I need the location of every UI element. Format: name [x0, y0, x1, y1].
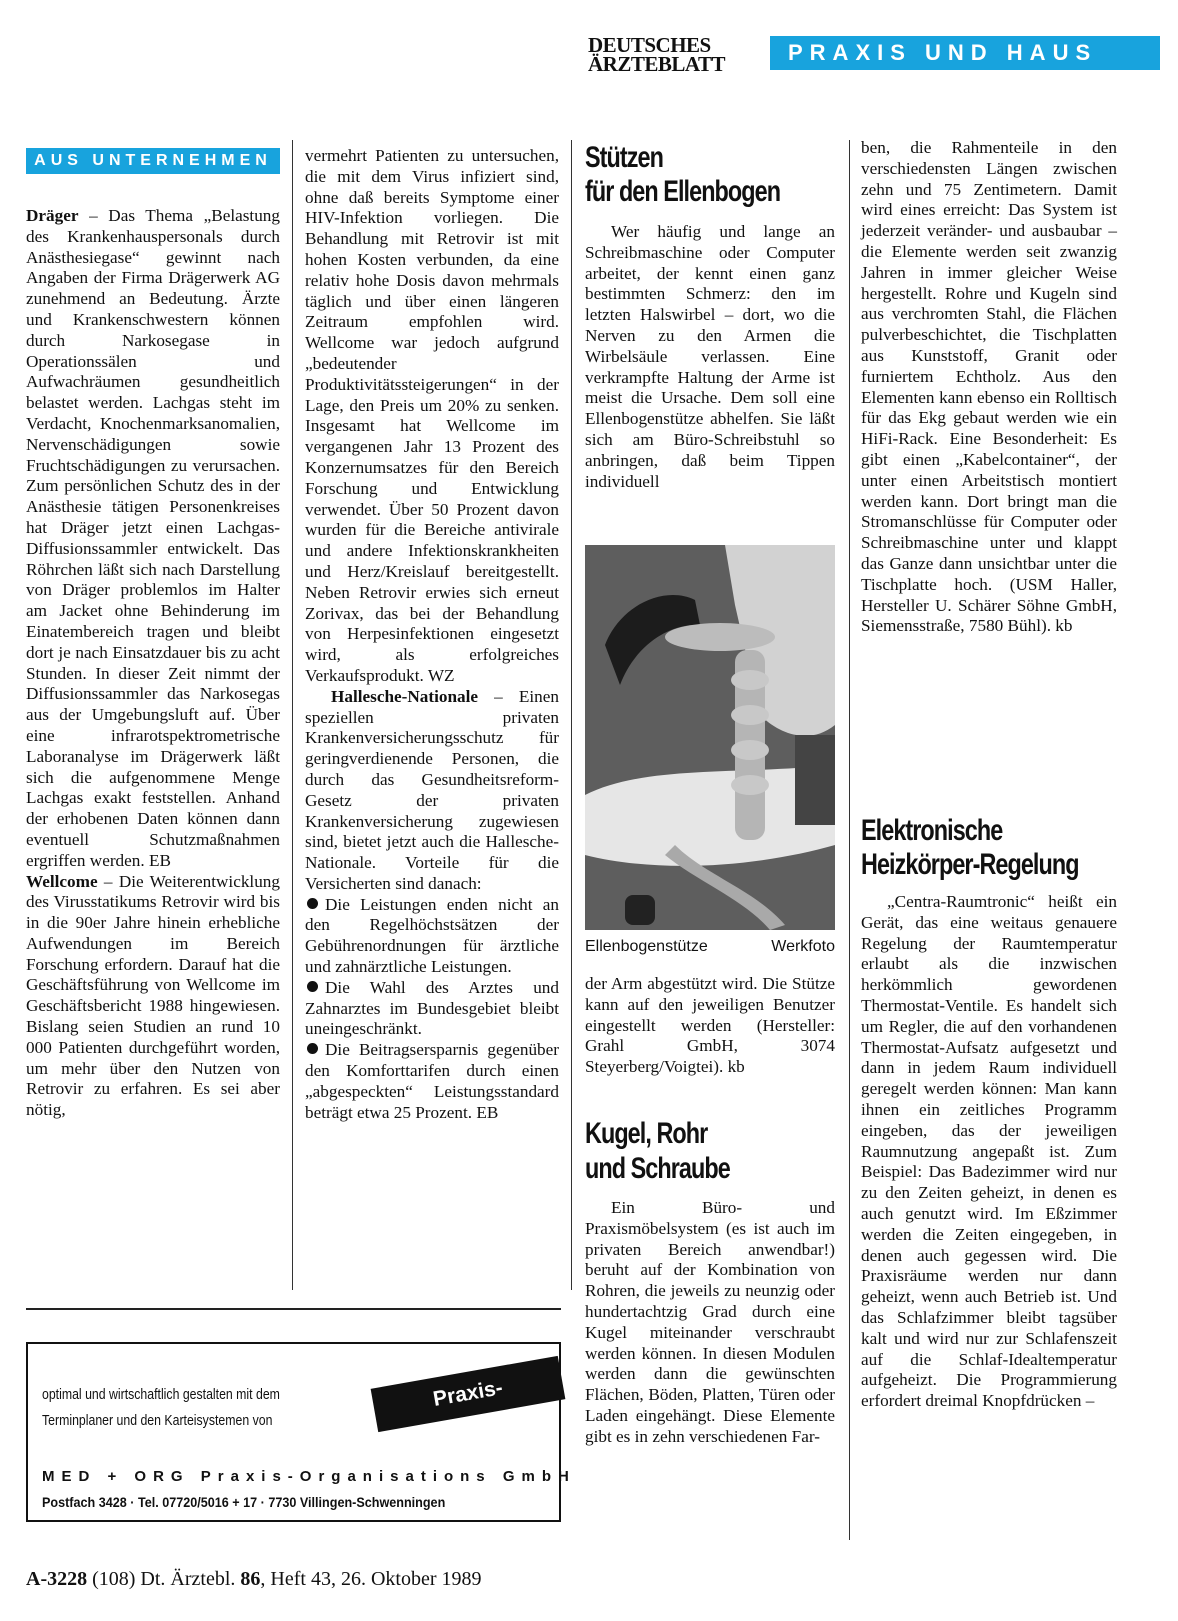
- article-text: vermehrt Patienten zu untersuchen, die mit dem Virus infiziert sind, ohne daß bereits Symptome einer HIV-Infektion vorliegen. Die Behandlung mit Retrovir ist mit hohen Kosten verbunden, da eine relativ hohe Dosis davon mehrmals täglich und über einen längeren Zeitraum empfohlen wird. Wellcome war jedoch aufgrund „bedeutender Produktivitätssteigerungen“ in der Lage, den Preis um 20% zu senken. Insgesamt hat Wellcome im vergangenen Jahr 13 Prozent des Konzernumsatzes für den Bereich Forschung und Entwicklung verwendet. Über 50 Prozent davon wurden für die Bereiche antivirale und andere Infektionskrankheiten und Herz/Kreislauf bereitgestellt. Neben Retrovir erwies sich erneut Zorivax, das bei der Behandlung von Herpesinfektionen eingesetzt wird, als erfolgreiches Verkaufsprodukt. WZ: [305, 146, 559, 685]
- company-name: Dräger: [26, 206, 79, 225]
- headline-heizkoerper-1: Elektronische: [861, 814, 1003, 847]
- bullet-item: [305, 1040, 559, 1123]
- article-text: Ein Büro- und Praxismöbelsystem (es ist auch im privaten Bereich anwendbar!) beruht auf der Kombination von Rohren, die jeweils zu neunzig oder hundertachtzig Grad durch eine Kugel miteinander verschraubt werden können. In diesen Modulen werden dann die gewünschten Flächen, Böden, Platten, Türen oder Laden eingehängt. Diese Elemente gibt es in zehn verschiedenen Far-: [585, 1198, 835, 1446]
- masthead-line2: ÄRZTEBLATT: [588, 52, 725, 76]
- column-2: [305, 146, 559, 1123]
- company-name: Wellcome: [26, 871, 98, 891]
- column-1: [26, 206, 280, 1121]
- ad-badge: Praxis-Organisation: [371, 1356, 566, 1432]
- ad-text: Terminplaner und den Karteisystemen von: [42, 1412, 273, 1429]
- photo-caption: [585, 938, 835, 956]
- advertisement: [26, 1342, 576, 1522]
- article-wellcome: [26, 872, 280, 1122]
- ad-company: MED + ORG Praxis-Organisations GmbH: [42, 1468, 576, 1485]
- article-kugel: [585, 1198, 835, 1448]
- caption-text: Ellenbogenstütze: [585, 938, 708, 955]
- headline-stuetzen-2: für den Ellenbogen: [585, 175, 781, 208]
- bullet-text: Die Wahl des Arztes und Zahnarztes im Bundesgebiet bleibt uneingeschränkt.: [305, 977, 559, 1039]
- caption-credit: Werkfoto: [771, 938, 835, 955]
- article-heizkoerper: [861, 892, 1117, 1412]
- product-photo: [585, 545, 835, 930]
- article-text: – Die Weiterentwicklung des Virusstatikums Retrovir wird bis in die 90er Jahre hinein erhebliche Aufwendungen im Bereich Forschung erfordern. Darauf hat die Geschäftsführung von Wellcome im Geschäftsbericht 1988 hingewiesen. Bislang seien Studien an rund 10 000 Patienten durchgeführt worden, um mehr über den Nutzen von Retrovir zu erfahren. Es sei aber nötig,: [26, 871, 280, 1120]
- article-text: der Arm abgestützt wird. Die Stütze kann auf den jeweiligen Benutzer eingestellt werden (Hersteller: Grahl GmbH, 3074 Steyerberg/Voigtei). kb: [585, 974, 835, 1077]
- headline-kugel-2: und Schraube: [585, 1152, 730, 1185]
- page-footer: [26, 1568, 481, 1591]
- footer-text: (108) Dt. Ärztebl.: [87, 1568, 241, 1590]
- headline-stuetzen-1: Stützen: [585, 141, 663, 174]
- article-text: Wer häufig und lange an Schreibmaschine oder Computer arbeitet, der kennt einen ganz bestimmten Schmerz: den im letzten Halswirbel – dort, wo die Nerven zu den Armen die Wirbelsäule verlassen. Eine verkrampfte Haltung der Arme ist meist die Ursache. Dem soll eine Ellenbogenstütze abhelfen. Sie läßt sich am Büro-Schreibstuhl so anbringen, daß beim Tippen individuell: [585, 222, 835, 491]
- volume-number: 86: [240, 1568, 261, 1590]
- headline-kugel-1: Kugel, Rohr: [585, 1117, 708, 1150]
- bullet-icon: [307, 1043, 318, 1054]
- masthead-logo: [588, 33, 748, 76]
- rubric-banner: PRAXIS UND HAUS: [770, 36, 1160, 70]
- bullet-item: [305, 978, 559, 1040]
- bullet-text: Die Leistungen enden nicht an den Regelhöchstsätzen der Gebührenordnungen für ärztliche und zahnärztliche Leistungen.: [305, 894, 559, 977]
- bullet-text: Die Beitragsersparnis gegenüber den Komforttarifen durch einen „abgespeckten“ Leistungsstandard beträgt etwa 25 Prozent. EB: [305, 1040, 559, 1122]
- masthead-line1: DEUTSCHES: [588, 33, 711, 57]
- bullet-item: [305, 895, 559, 978]
- bullet-icon: [307, 898, 318, 909]
- page-number: A-3228: [26, 1568, 88, 1590]
- headline-heizkoerper-2: Heizkörper-Regelung: [861, 848, 1079, 881]
- bullet-icon: [307, 981, 318, 992]
- column-rule: [571, 140, 572, 1290]
- ad-text: optimal und wirtschaftlich gestalten mit dem: [42, 1386, 280, 1403]
- column-rule: [292, 140, 293, 1290]
- company-name: Hallesche-Nationale: [331, 686, 479, 706]
- article-hallesche: [305, 687, 559, 895]
- article-stuetzen-end: [585, 974, 835, 1078]
- horizontal-rule: [26, 1308, 561, 1310]
- ad-address: Postfach 3428 · Tel. 07720/5016 + 17 · 7730 Villingen-Schwenningen: [42, 1494, 446, 1510]
- article-kugel-continued: [861, 138, 1117, 637]
- article-text: – Das Thema „Belastung des Krankenhauspersonals durch Anästhesiegase“ gewinnt nach Angaben der Firma Drägerwerk AG zunehmend an Bedeutung. Ärzte und Krankenschwestern können durch Narkosegase in Operationssälen und Aufwachräumen gesundheitlich belastet werden. Lachgas steht im Verdacht, Knochenmarksanomalien, Nervenschädigungen sowie Fruchtschädigungen zu verursachen. Zum persönlichen Schutz des in der Anästhesie tätigen Personenkreises hat Dräger jetzt einen Lachgas-Diffusionssammler entwickelt. Das Röhrchen läßt sich nach Darstellung von Dräger problemlos im Halter am Jacket ohne Behinderung im Einatembereich tragen und bleibt dort je nach Einsatzdauer bis zu acht Stunden. In dieser Zeit nimmt der Diffusionssammler das Narkosegas aus der Umgebungsluft auf. Über eine infrarotspektrometrische Laboranalyse im Drägerwerk läßt sich die aufgenommene Menge Lachgas exakt feststellen. Anhand der erhobenen Daten können dann eventuell Schutzmaßnahmen ergriffen werden. EB: [26, 206, 280, 870]
- article-stuetzen-intro: [585, 222, 835, 492]
- article-text: „Centra-Raumtronic“ heißt ein Gerät, das eine weitaus genauere Regelung der Raumtemperatur erlaubt als die inzwischen herkömmlich gewordenen Thermostat-Ventile. Es handelt sich um Regler, die auf den vorhandenen Thermostat-Aufsatz aufgesetzt und dann in jedem Raum individuell geregelt werden können: Man kann ihnen ein zeitliches Programm eingeben, das der jeweiligen Raumnutzung angepaßt ist. Zum Beispiel: Das Badezimmer wird nur zu den Zeiten geheizt, in denen es auch genutzt wird. Im Eßzimmer werden die Zeiten eingegeben, in denen auch gegessen wird. Die Praxisräume werden nur dann geheizt, wenn auch Betrieb ist. Und das Schlafzimmer bleibt tagsüber kalt und wird nur zur Schlafenszeit auf die Schlaf-Idealtemperatur aufgeheizt. Die Programmierung erfordert dreimal Knopfdrücken –: [861, 892, 1117, 1411]
- article-draeger: [26, 206, 280, 872]
- column-rule: [849, 140, 850, 1540]
- article-text: – Einen speziellen privaten Krankenversicherungsschutz für geringverdienende Personen, die durch das Gesundheitsreform-Gesetz der privaten Krankenversicherung zugewiesen sind, bietet jetzt auch die Hallesche-Nationale. Vorteile für die Versicherten sind danach:: [305, 686, 559, 893]
- section-tag: AUS UNTERNEHMEN: [26, 148, 280, 174]
- article-text: ben, die Rahmenteile in den verschiedensten Längen zwischen zehn und 75 Zentimetern. Damit wird eines erreicht: Das System ist jederzeit veränder- und ausbaubar – die Elemente werden seit zwanzig Jahren in immer gleicher Weise hergestellt. Rohre und Kugeln sind aus verchromten Stahl, die Flächen pulverbeschichtet, die Tischplatten aus Kunststoff, Granit oder furniertem Echtholz. Aus den Elementen kann ebenso ein Rolltisch für das Ekg gebaut werden wie ein HiFi-Rack. Eine Besonderheit: Es gibt einen „Kabelcontainer“, der unter einen Arbeitstisch montiert werden kann. Dort bringt man die Stromanschlüsse für Computer oder Schreibmaschine unter und klappt das Ganze dann unsichtbar unter die Tischplatte hoch. (USM Haller, Hersteller U. Schärer Söhne GmbH, Siemensstraße, 7580 Bühl). kb: [861, 138, 1117, 636]
- footer-text: , Heft 43, 26. Oktober 1989: [260, 1568, 482, 1590]
- armrest-photo-illustration: [585, 545, 835, 930]
